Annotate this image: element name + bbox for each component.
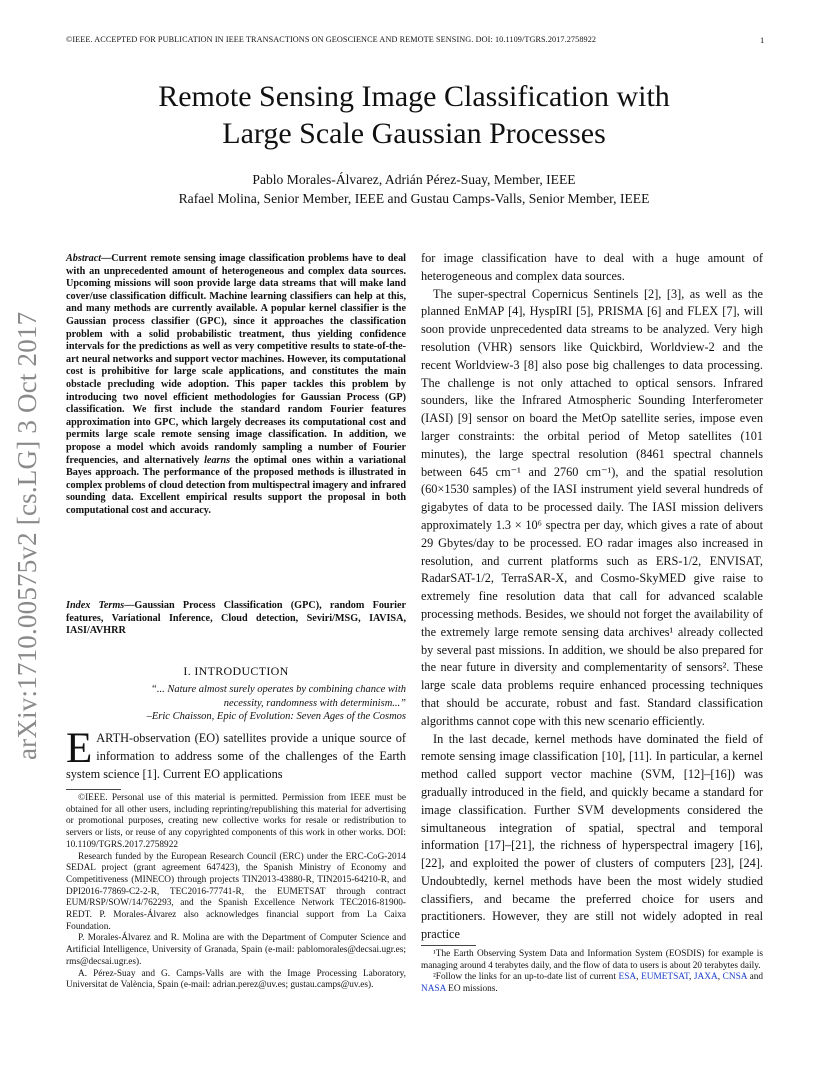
epigraph bbox=[66, 683, 406, 724]
footnote-missions-prefix: ²Follow the links for an up-to-date list of current bbox=[433, 972, 619, 983]
section-heading: I. INTRODUCTION bbox=[183, 664, 289, 678]
link-nasa[interactable]: NASA bbox=[421, 984, 446, 995]
paper-title bbox=[66, 78, 762, 152]
page-number: 1 bbox=[760, 35, 765, 45]
footnotes-left bbox=[66, 793, 406, 992]
epigraph-line-1: “... Nature almost surely operates by combining chance with bbox=[151, 684, 406, 695]
index-terms-text: —Gaussian Process Classification (GPC), random Fourier features, Variational Inference, Cloud detection, Seviri/MSG, IAVISA, IASI/AVHRR bbox=[66, 600, 406, 637]
footnote-copyright: ©IEEE. Personal use of this material is permitted. Permission from IEEE must be obtained for all other users, including reprinting/republishing this material for advertising or promotional purposes, creating new collective works for resale or redistribution to servers or lists, or reuse of any copyrighted components of this work in other works. DOI: 10.1109/TGRS.2017.2758922 bbox=[66, 793, 406, 850]
paragraph-sensors: The super-spectral Copernicus Sentinels [2], [3], as well as the planned EnMAP [4], HyspIRI [5], PRISMA [6] and FLEX [7], will soon provide unprecedented data streams to be analyzed. Very high resolution (VHR) sensors like Quickbird, Worldview-2 and the recent Worldview-3 [8] also pose big challenges to data processing. The challenge is not only attached to optical sensors. Infrared sounders, like the Infrared Atmospheric Sounding Interferometer (IASI) [9] sensor on board the MetOp satellite series, impose even larger constraints: the orbital period of Metop satellites (101 minutes), the large spectral resolution (8461 spectral channels between 645 cm⁻¹ and 2760 cm⁻¹), and the spatial resolution (60×1530 samples) of the IASI instrument yield several hundreds of gigabytes of data to be processed daily. The IASI mission delivers approximately 1.3 × 10⁶ spectra per day, which gives a rate of about 29 Gbytes/day to be processed. EO radar images also increased in resolution, and current platforms such as ERS-1/2, ENVISAT, RadarSAT-1/2, TerraSAR-X, and Cosmo-SkyMED give raise to extremely fine resolution data that call for advanced scalable processing methods. Besides, we should not forget the availability of the extremely large remote sensing data archives¹ already collected by several past missions. In addition, we should be also prepared for the near future in diversity and complementarity of sensors². These large scale data problems require enhanced processing techniques that should be accurate, robust and fast. Standard classification algorithms cannot cope with this new scenario efficiently. bbox=[421, 286, 763, 728]
link-esa[interactable]: ESA bbox=[618, 972, 637, 983]
index-terms-label: Index Terms bbox=[66, 600, 125, 611]
footnote-rule-right bbox=[421, 945, 476, 946]
intro-text: ARTH-observation (EO) satellites provide a unique source of information to address some of the challenges of the Earth system science [1]. Current EO applications bbox=[66, 731, 406, 781]
link-eumetsat[interactable]: EUMETSAT bbox=[641, 972, 689, 983]
title-line-2: Large Scale Gaussian Processes bbox=[222, 117, 606, 150]
paragraph-continuation: for image classification have to deal with a huge amount of heterogeneous and complex data sources. bbox=[421, 251, 763, 283]
running-head: ©IEEE. ACCEPTED FOR PUBLICATION IN IEEE TRANSACTIONS ON GEOSCIENCE AND REMOTE SENSING. DOI: 10.1109/TGRS.2017.2758922 bbox=[66, 35, 597, 44]
abstract-emphasis: learns bbox=[204, 454, 231, 466]
title-line-1: Remote Sensing Image Classification with bbox=[158, 80, 670, 113]
right-column-body bbox=[421, 250, 763, 944]
footnote-missions: ²Follow the links for an up-to-date list of current ESA, EUMETSAT, JAXA, CNSA and NASA EO missions. bbox=[421, 972, 764, 995]
authors-line-2: Rafael Molina, Senior Member, IEEE and Gustau Camps-Valls, Senior Member, IEEE bbox=[178, 191, 650, 206]
author-list bbox=[66, 170, 762, 208]
footnotes-right bbox=[421, 949, 763, 996]
footnote-funding: Research funded by the European Research Council (ERC) under the ERC-CoG-2014 SEDAL project (grant agreement 647423), the Spanish Ministry of Economy and Competitiveness (MINECO) through projects TIN2013-43880-R, TIN2015-64210-R, and DPI2016-77869-C2-2-R, TEC2016-77741-R, the EUMETSAT through contract EUM/RSP/SOW/14/762293, and the Spanish Excellence Network TEC2016-81900-REDT. P. Morales-Álvarez also acknowledges financial support from La Caixa Foundation. bbox=[66, 851, 406, 932]
arxiv-stamp: arXiv:1710.00575v2 [cs.LG] 3 Oct 2017 bbox=[12, 311, 42, 760]
intro-paragraph bbox=[66, 725, 406, 783]
abstract-tail: the optimal ones within a variational Bayes approach. The performance of the proposed methods is illustrated in complex problems of cloud detection from multispectral imagery and infrared sounding data. Excellent empirical results support the proposal in both computational cost and accuracy. bbox=[66, 454, 406, 516]
abstract-label: Abstract bbox=[66, 253, 102, 264]
paragraph-kernel-methods: In the last decade, kernel methods have dominated the field of remote sensing image classification [10], [11]. In particular, a kernel method called support vector machine (SVM, [12]–[16]) was gradually introduced in the field, and quickly became a standard for image classification. Further SVM developments considered the simultaneous integration of spatial, spectral and temporal information [17]–[21], the richness of hyperspectral imagery [16], [22], and exploited the power of clusters of computers [23], [24]. Undoubtedly, kernel methods have been the most widely studied classifiers, and became the preferred choice for users and practitioners. However, they are still not widely adopted in real practice bbox=[421, 731, 763, 942]
epigraph-line-2: necessity, randomness with determinism...” bbox=[223, 697, 406, 709]
footnote-eosdis: ¹The Earth Observing System Data and Information System (EOSDIS) for example is managing around 4 terabytes daily, and the flow of data to users is about 20 terabytes daily. bbox=[421, 949, 763, 971]
footnote-rule-left bbox=[66, 789, 121, 790]
footnote-affiliation-granada: P. Morales-Álvarez and R. Molina are with the Department of Computer Science and Artificial Intelligence, University of Granada, Spain (e-mail: pablomorales@decsai.ugr.es; rms@decsai.ugr.es). bbox=[66, 933, 406, 967]
link-cnsa[interactable]: CNSA bbox=[722, 972, 747, 983]
authors-line-1: Pablo Morales-Álvarez, Adrián Pérez-Suay, Member, IEEE bbox=[252, 172, 576, 187]
link-jaxa[interactable]: JAXA bbox=[693, 972, 718, 983]
index-terms bbox=[66, 600, 406, 638]
drop-cap: E bbox=[66, 725, 93, 772]
footnote-affiliation-valencia: A. Pérez-Suay and G. Camps-Valls are with the Image Processing Laboratory, Universitat de València, Spain (e-mail: adrian.perez@uv.es; gustau.camps@uv.es). bbox=[66, 968, 406, 991]
epigraph-attribution: –Eric Chaisson, Epic of Evolution: Seven Ages of the Cosmos bbox=[146, 711, 406, 722]
footnote-missions-suffix: EO missions. bbox=[445, 984, 498, 995]
abstract-text: —Current remote sensing image classification problems have to deal with an unprecedented amount of heterogeneous and complex data sources. Upcoming missions will soon provide large data streams that will make land cover/use classification difficult. Machine learning classifiers can help at this, and many methods are currently available. A popular kernel classifier is the Gaussian process classifier (GPC), since it approaches the classification problem with a solid probabilistic treatment, thus yielding confidence intervals for the predictions as well as very competitive results to state-of-the-art neural networks and support vector machines. However, its computational cost is prohibitive for large scale applications, and constitutes the main obstacle precluding wide adoption. This paper tackles this problem by introducing two novel efficient methodologies for Gaussian Process (GP) classification. We first include the standard random Fourier features approximation into GPC, which largely decreases its computational cost and permits large scale remote sensing image classification. In addition, we propose a model which avoids randomly sampling a number of Fourier frequencies, and alternatively bbox=[66, 253, 406, 466]
abstract bbox=[66, 253, 406, 517]
